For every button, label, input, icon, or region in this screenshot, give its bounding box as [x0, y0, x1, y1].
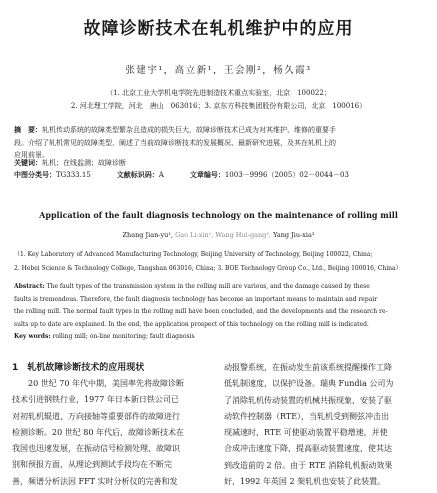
author-en-2: Gao Li-xin¹,: [175, 231, 214, 239]
abstract-zh-label: 摘 要：: [14, 125, 42, 134]
abstract-zh-line: 应用前景。: [14, 151, 49, 159]
author-en-1: Zhang Jian-yu¹,: [122, 231, 173, 239]
document-code: 文献标识码：A: [116, 170, 164, 179]
abstract-zh-line: 段。介绍了轧机常见的故障类型，阐述了当前故障诊断技术的发展概况、最新研究进展，及其在轧机上的: [14, 138, 336, 147]
abstract-en-line: sults up to date are explained. In the end, the application prospect of this technology on the rolling mill is indicated.: [14, 320, 369, 328]
body-line: 检测诊断。20 世纪 80 年代后，故障诊断技术在: [12, 427, 184, 437]
keywords-en-label: Key words:: [14, 333, 51, 340]
affiliation-zh-1: （1. 北京工业大学机电学院先进制造技术重点实验室，北京 100022；: [106, 89, 331, 97]
affiliation-zh-2: 2. 河北理工学院，河北 唐山 063016；3. 京东方科技集团股份有限公司，北京 100016）: [70, 102, 367, 110]
keywords-zh: [14, 157, 424, 170]
body-line: 合成冲击速度下降，提高驱动装置速度，使其达: [224, 444, 392, 454]
abstract-en-line: faults is tremendous. Therefore, the fault diagnosis technology has become an important means to maintain and repair: [14, 295, 378, 303]
body-line: 技术引进钢铁行业，1977 年日本新日铁公司已: [12, 395, 179, 405]
section-heading: 1 轧机故障诊断技术的应用现状: [12, 363, 145, 373]
keywords-en-text: rolling mill; on-line monitoring; fault diagnosis: [50, 333, 195, 340]
keywords-en: [14, 331, 424, 344]
classification-number: 中图分类号：TG333.15: [14, 170, 91, 179]
body-column-left: [12, 360, 218, 490]
abstract-zh: [14, 124, 424, 162]
body-line: 我国也迅速发展，在振动信号检测处理、故障识: [12, 444, 180, 454]
body-column-right: [224, 360, 430, 490]
body-line: 别和预报方面，从理论到测试手段均在不断完: [12, 460, 172, 470]
article-id: 文章编号：1003－9996（2005）02－0044－03: [189, 170, 349, 179]
body-line: 好，1992 年英国 2 架轧机也安装了此装置。: [224, 477, 386, 487]
author-en-3: Wang Hui-gang²,: [215, 231, 271, 239]
keywords-zh-label: 关键词：: [14, 158, 42, 167]
body-line: 到改造前的 2 倍。由于 RTE 消除轧机振动效果: [224, 460, 393, 470]
body-line: 了消除轧机传动装置的机械共振现象，安装了驱: [224, 395, 392, 405]
abstract-en-line: The fault types of the transmission system in the rolling mill are various, and the damage caused by these: [44, 283, 370, 290]
affiliation-en-1: （1. Key Laboratory of Advanced Manufacturing Technology, Beijing University of Technology, Beijing 100022, China;: [14, 251, 373, 258]
abstract-en: [14, 281, 424, 331]
authors-en: [0, 231, 437, 239]
paper-title-en: Application of the fault diagnosis technology on the maintenance of rolling mill: [39, 210, 398, 220]
body-line: 动报警系统，在振动发生前该系统提醒操作工降: [224, 363, 392, 372]
body-line: 对初轧机辊道、万向接轴等重要部件的故障进行: [12, 411, 180, 421]
body-line: 善，频谱分析法因 FFT 实时分析仪的完善和发: [12, 476, 178, 486]
author-en-4: Yang Jiu-xia³: [273, 231, 315, 239]
body-line: 动软件控制器（RTE），当轧机受到侧弦冲击出: [224, 411, 390, 421]
article-meta-zh: [14, 169, 424, 182]
abstract-zh-line: 轧机传动系统的故障类型繁杂且造成的损失巨大，故障诊断技术已成为对其维护、维修的重要手: [42, 126, 336, 134]
paper-title-zh: 故障诊断技术在轧机维护中的应用: [83, 19, 354, 39]
body-line: 20 世纪 70 年代中期，美国率先将故障诊断: [12, 379, 184, 388]
abstract-en-label: Abstract:: [14, 283, 45, 290]
abstract-en-line: the rolling mill. The normal fault types in the rolling mill have been concluded, and the developments and the research re-: [14, 308, 388, 315]
authors-zh: 张建宇¹，高立新¹，王会刚²，杨久霞³: [125, 65, 312, 76]
body-line: 现减速时，RTE 可使驱动装置平稳增速，并使: [224, 428, 388, 438]
keywords-zh-text: 轧机；在线监测；故障诊断: [42, 159, 126, 167]
affiliation-en-2: 2. Hebei Science & Technology College, Tangshan 063016, China; 3. BOE Technology Group Co., Ltd., Beijing 100016, China）: [14, 265, 402, 272]
body-line: 低轧制速度，以保护设备。瑞典 Fundia 公司为: [224, 379, 394, 389]
